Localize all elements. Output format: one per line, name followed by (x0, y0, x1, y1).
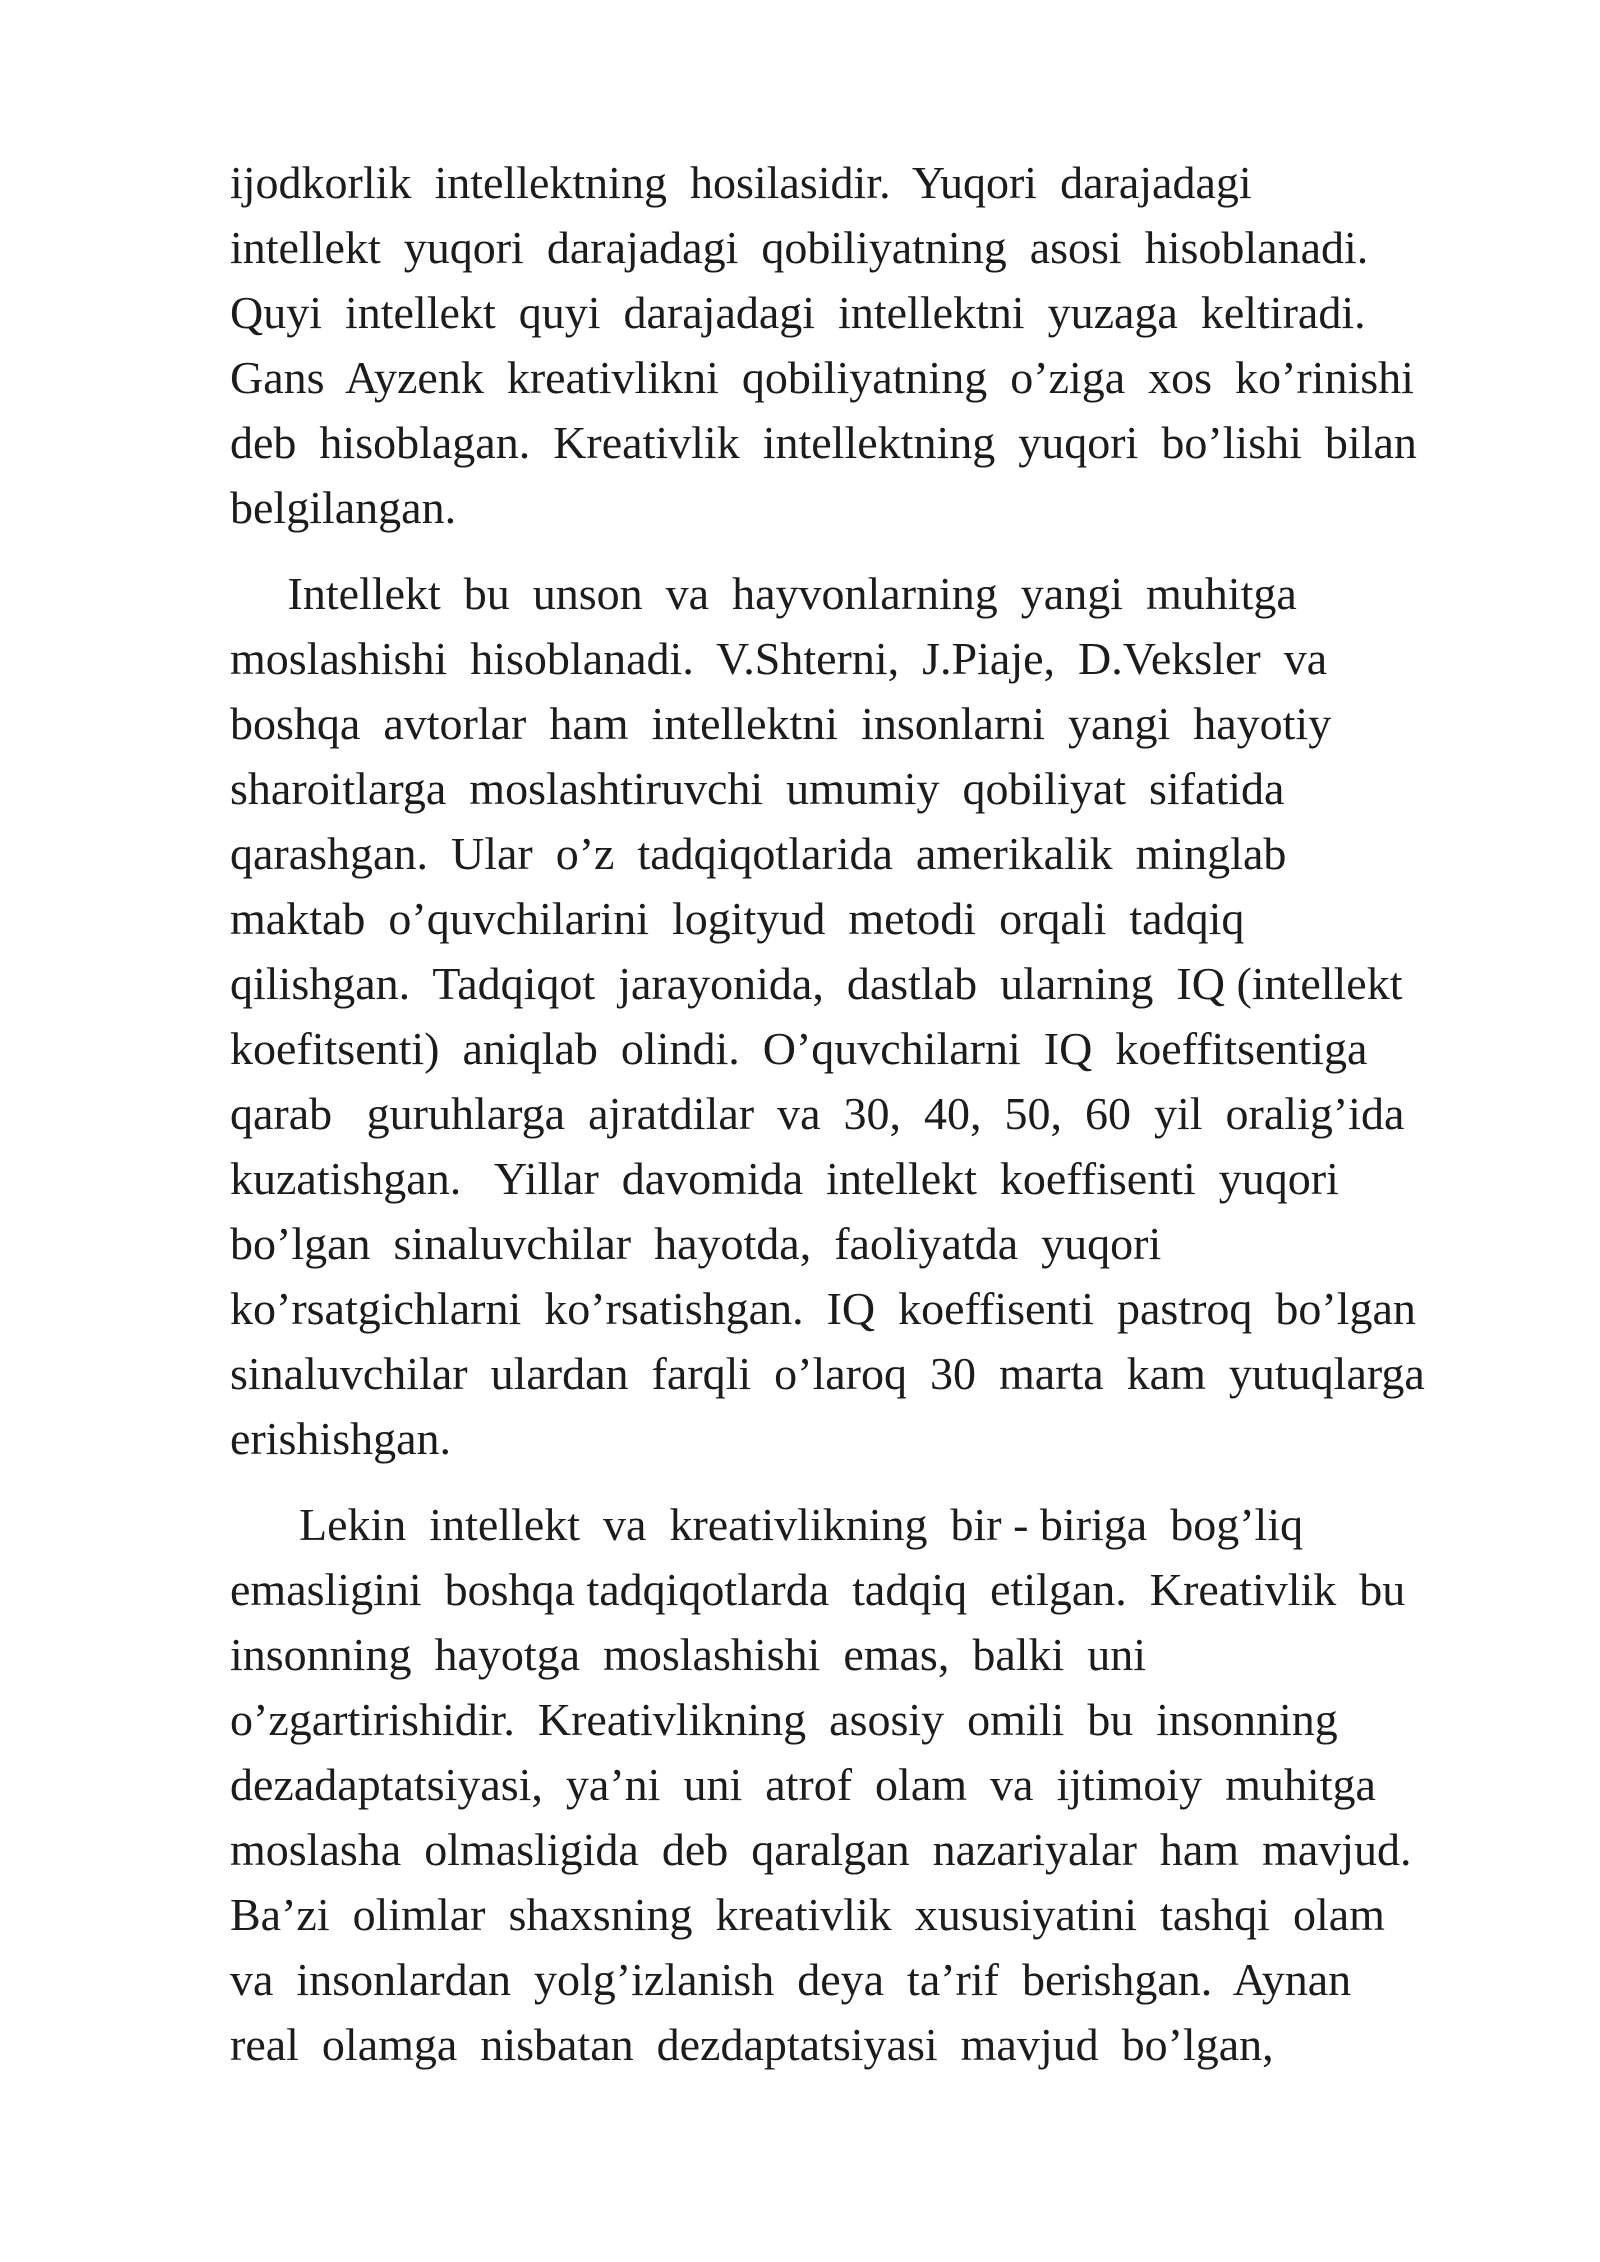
text-line: intellekt yuqori darajadagi qobiliyatning asosi hisoblanadi. (230, 222, 1369, 273)
text-line: deb hisoblagan. Kreativlik intellektning yuqori bo’lishi bilan (230, 417, 1417, 468)
text-line: va insonlardan yolg’izlanish deya ta’rif berishgan. Aynan (230, 1954, 1352, 2005)
text-line: dezadaptatsiyasi, ya’ni uni atrof olam va ijtimoiy muhitga (230, 1759, 1376, 1810)
text-line: erishishgan. (230, 1413, 452, 1464)
text-line: ijodkorlik intellektning hosilasidir. Yuqori darajadagi (230, 157, 1252, 208)
text-line: Gans Ayzenk kreativlikni qobiliyatning o’ziga xos ko’rinishi (230, 352, 1414, 403)
text-line: insonning hayotga moslashishi emas, balki uni (230, 1629, 1147, 1680)
text-line: boshqa avtorlar ham intellektni insonlarni yangi hayotiy (230, 698, 1332, 749)
text-line: moslasha olmasligida deb qaralgan nazariyalar ham mavjud. (230, 1824, 1412, 1875)
paragraph-3 (230, 1492, 1520, 2077)
body-text (230, 150, 1520, 2077)
text-line: koefitsenti) aniqlab olindi. O’quvchilarni IQ koeffitsentiga (230, 1023, 1368, 1074)
text-line: qilishgan. Tadqiqot jarayonida, dastlab ularning IQ (intellekt (230, 958, 1403, 1009)
text-line: moslashishi hisoblanadi. V.Shterni, J.Piaje, D.Veksler va (230, 633, 1328, 684)
text-line: o’zgartirishidir. Kreativlikning asosiy omili bu insonning (230, 1694, 1338, 1745)
text-line: sharoitlarga moslashtiruvchi umumiy qobiliyat sifatida (230, 763, 1285, 814)
text-line: Lekin intellekt va kreativlikning bir - biriga bog’liq (230, 1499, 1304, 1550)
text-line: qarashgan. Ular o’z tadqiqotlarida amerikalik minglab (230, 828, 1287, 879)
text-line: belgilangan. (230, 482, 457, 533)
paragraph-1 (230, 150, 1520, 540)
text-line: Quyi intellekt quyi darajadagi intellektni yuzaga keltiradi. (230, 287, 1366, 338)
text-line: bo’lgan sinaluvchilar hayotda, faoliyatda yuqori (230, 1218, 1162, 1269)
text-line: emasligini boshqa tadqiqotlarda tadqiq etilgan. Kreativlik bu (230, 1564, 1406, 1615)
text-line: Intellekt bu unson va hayvonlarning yangi muhitga (230, 568, 1297, 619)
paragraph-2 (230, 561, 1520, 1471)
text-line: real olamga nisbatan dezdaptatsiyasi mavjud bo’lgan, (230, 2019, 1274, 2070)
text-line: ko’rsatgichlarni ko’rsatishgan. IQ koeffisenti pastroq bo’lgan (230, 1283, 1416, 1334)
text-line: sinaluvchilar ulardan farqli o’laroq 30 marta kam yutuqlarga (230, 1348, 1425, 1399)
text-line: Ba’zi olimlar shaxsning kreativlik xususiyatini tashqi olam (230, 1889, 1385, 1940)
text-line: qarab guruhlarga ajratdilar va 30, 40, 50, 60 yil oralig’ida (230, 1088, 1405, 1139)
text-line: kuzatishgan. Yillar davomida intellekt koeffisenti yuqori (230, 1153, 1339, 1204)
text-line: maktab o’quvchilarini logityud metodi orqali tadqiq (230, 893, 1245, 944)
